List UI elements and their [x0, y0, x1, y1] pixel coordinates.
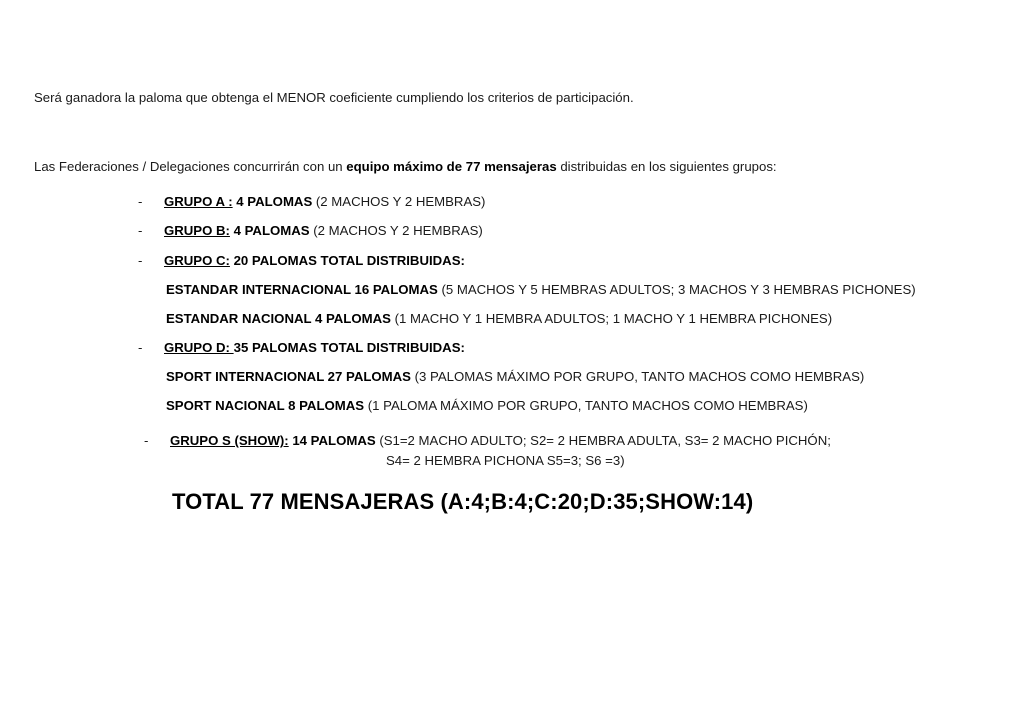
bullet-dash-icon: -	[138, 223, 143, 239]
groups-list	[34, 192, 994, 471]
group-row	[34, 338, 994, 357]
group-text	[164, 251, 465, 270]
group-label: GRUPO A :	[164, 194, 233, 210]
group-amount: 35 PALOMAS TOTAL DISTRIBUIDAS:	[233, 339, 465, 355]
group-label: GRUPO C:	[164, 252, 230, 268]
group-label: GRUPO B:	[164, 223, 230, 239]
subline-detail: (3 PALOMAS MÁXIMO POR GRUPO, TANTO MACHOS COMO HEMBRAS)	[410, 369, 865, 385]
document-body	[34, 88, 994, 515]
subline-bold: SPORT INTERNACIONAL 27 PALOMAS	[166, 369, 411, 385]
group-text	[164, 192, 485, 211]
list-item	[34, 192, 994, 211]
bullet-dash-icon: -	[138, 339, 143, 355]
list-item	[34, 221, 994, 240]
group-subline	[166, 309, 994, 328]
teams-prefix: Las Federaciones / Delegaciones concurrirán con un	[34, 159, 347, 175]
group-amount: 4 PALOMAS	[232, 194, 313, 210]
list-item	[34, 338, 994, 415]
group-amount: 20 PALOMAS TOTAL DISTRIBUIDAS:	[229, 252, 465, 268]
subline-bold: ESTANDAR INTERNACIONAL 16 PALOMAS	[166, 281, 438, 297]
group-detail: (2 MACHOS Y 2 HEMBRAS)	[309, 223, 483, 239]
subline-detail: (5 MACHOS Y 5 HEMBRAS ADULTOS; 3 MACHOS Y 3 HEMBRAS PICHONES)	[437, 281, 916, 297]
list-item	[34, 431, 994, 471]
show-group-label: GRUPO S (SHOW):	[170, 433, 289, 449]
total-line: TOTAL 77 MENSAJERAS (A:4;B:4;C:20;D:35;SHOW:14)	[172, 489, 754, 514]
show-group-row	[34, 431, 994, 471]
subline-bold: SPORT NACIONAL 8 PALOMAS	[166, 398, 365, 414]
bullet-dash-icon: -	[138, 194, 143, 210]
intro-paragraph: Será ganadora la paloma que obtenga el MENOR coeficiente cumpliendo los criterios de participación.	[34, 90, 634, 105]
bullet-dash-icon: -	[138, 252, 143, 268]
group-text	[164, 338, 465, 357]
group-row	[34, 192, 994, 211]
subline-bold: ESTANDAR NACIONAL 4 PALOMAS	[166, 310, 391, 326]
group-row	[34, 251, 994, 270]
show-group-detail-line1: (S1=2 MACHO ADULTO; S2= 2 HEMBRA ADULTA, S3= 2 MACHO PICHÓN;	[375, 433, 831, 449]
group-subline	[166, 396, 994, 415]
teams-suffix: distribuidas en los siguientes grupos:	[556, 159, 777, 175]
teams-bold: equipo máximo de 77 mensajeras	[346, 159, 557, 175]
show-group-text	[170, 431, 831, 471]
list-item	[34, 251, 994, 328]
bullet-dash-icon: -	[144, 433, 149, 449]
show-group-amount: 14 PALOMAS	[288, 433, 376, 449]
teams-paragraph	[34, 157, 994, 176]
group-label: GRUPO D:	[164, 339, 234, 355]
group-subline	[166, 280, 994, 299]
group-subline	[166, 367, 994, 386]
group-text	[164, 221, 483, 240]
subline-detail: (1 PALOMA MÁXIMO POR GRUPO, TANTO MACHOS COMO HEMBRAS)	[364, 398, 808, 414]
show-group-detail-line2: S4= 2 HEMBRA PICHONA S5=3; S6 =3)	[386, 453, 625, 469]
subline-detail: (1 MACHO Y 1 HEMBRA ADULTOS; 1 MACHO Y 1 HEMBRA PICHONES)	[390, 310, 833, 326]
group-detail: (2 MACHOS Y 2 HEMBRAS)	[312, 194, 486, 210]
group-amount: 4 PALOMAS	[229, 223, 310, 239]
group-row	[34, 221, 994, 240]
